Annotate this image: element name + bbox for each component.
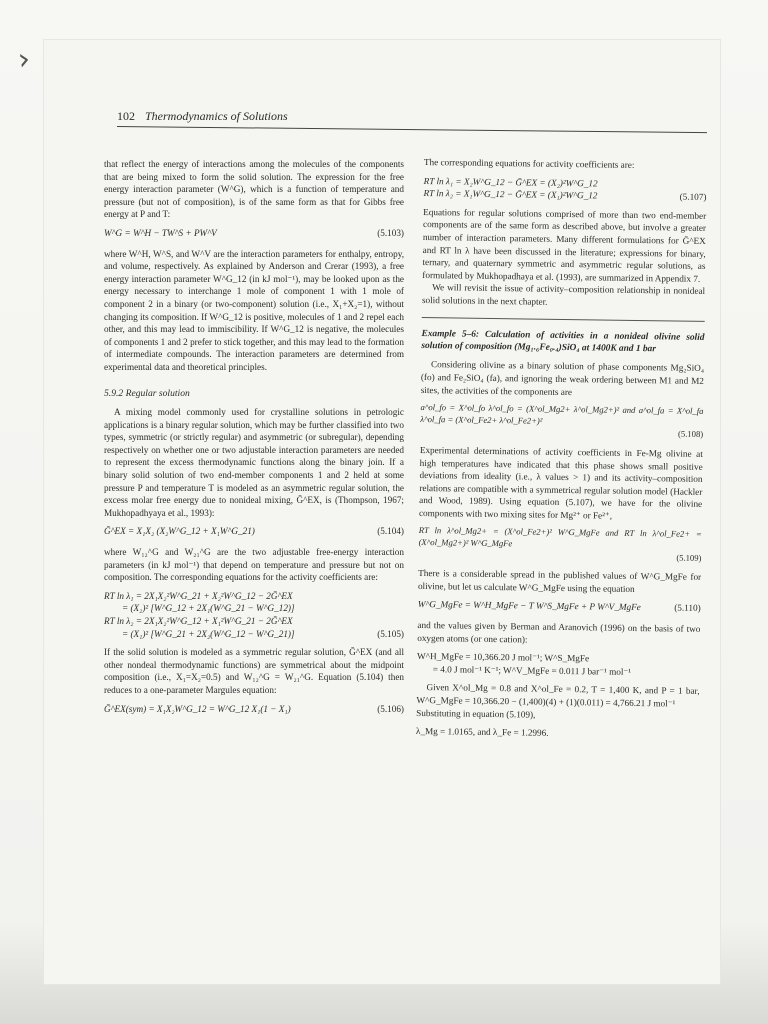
running-title: Thermodynamics of Solutions bbox=[145, 109, 288, 123]
equation-text: Ḡ^EX = X₁X₂ (X₂W^G_12 + X₁W^G_21) bbox=[104, 526, 255, 537]
paragraph: We will revisit the issue of activity–composition relationship in nonideal solid solutions in the next chapter. bbox=[421, 282, 706, 307]
equation-5-106 bbox=[104, 703, 404, 716]
equation-number: (5.107) bbox=[679, 191, 707, 203]
equation-line: RT ln λ₁ = 2X₁X₂²W^G_21 + X₂²W^G_12 − 2Ḡ^EX bbox=[104, 590, 293, 601]
equation-5-108 bbox=[420, 402, 703, 442]
paragraph: Given X^ol_Mg = 0.8 and X^ol_Fe = 0.2, T = 1,400 K, and P = 1 bar, W^G_MgFe = 10,366.20 − (1,400)(4) + (1)(0.011) = 4,766.21 J mol⁻¹ bbox=[416, 682, 700, 709]
pen-mark: › bbox=[15, 41, 33, 78]
page-number: 102 bbox=[117, 109, 135, 123]
equation-line: RT ln λ₁ = X₂W^G_12 − Ḡ^EX = (X₂)²W^G_12 bbox=[423, 175, 598, 189]
paragraph: and the values given by Berman and Aranovich (1996) on the basis of two oxygen atoms (or one cation): bbox=[417, 619, 701, 645]
equation-number: (5.106) bbox=[377, 703, 404, 714]
paragraph: The corresponding equations for activity coefficients are: bbox=[423, 156, 635, 170]
paragraph: Experimental determinations of activity coefficients in Fe-Mg olivine at high temperatures have indicated that this phase shows small positive deviations from ideality (i.e., λ values > 1) and its activity–composition relations are compatible with a symmetrical regular solution model (Hackler and Wood, 1989). Using equation (5.107), we have for the olivine components with two mixing sites for Mg²⁺ or Fe²⁺, bbox=[418, 444, 703, 521]
result-line: λ_Mg = 1.0165, and λ_Fe = 1.2996. bbox=[415, 726, 549, 738]
equation-number: (5.104) bbox=[377, 526, 404, 537]
paragraph: where W^H, W^S, and W^V are the interaction parameters for enthalpy, entropy, and volume, respectively. As explained by Anderson and Crerar (1993), a free energy interaction parameter W^G_12 (in kJ mol⁻¹), may be looked upon as the energy necessary to interchange 1 mole of component 1 with 1 mole of component 2 in a binary (or two-component) solution (i.e., X₁+X₂=1), without changing its composition. If W^G_12 is positive, molecules of 1 and 2 repel each other, and this may lead to immiscibility. If W^G_12 is negative, the molecules of components 1 and 2 prefer to stick together, and this may lead to the formation of intermediate compounds. The interaction parameters are determined from experimental data and theoretical principles. bbox=[104, 248, 404, 372]
values-block bbox=[417, 650, 700, 679]
paragraph: Equations for regular solutions comprised of more than two end-member components are of the same form as described above, but involve a greater number of interaction parameters. Many different formulations for Ḡ^EX and RT ln λ have been discussed in the literature; expressions for binary, ternary, and quaternary symmetric and asymmetric regular solutions, as formulated by Mukhopadhaya et al. (1993), are summarized in Appendix 7. bbox=[422, 206, 707, 284]
example-rule bbox=[422, 317, 705, 322]
right-column bbox=[416, 156, 707, 742]
equation-5-107 bbox=[423, 175, 706, 204]
equation-5-109 bbox=[418, 525, 701, 565]
equation-number: (5.110) bbox=[674, 602, 701, 614]
paragraph: Substituting in equation (5.109), bbox=[416, 707, 536, 720]
equation-text: Ḡ^EX(sym) = X₁X₂W^G_12 = W^G_12 X₁(1 − X₁) bbox=[104, 703, 291, 714]
paragraph: If the solid solution is modeled as a symmetric regular solution, Ḡ^EX (and all other nondeal thermodynamic functions) are symmetrical about the midpoint composition (i.e., X₁=X₂=0.5) and W₁₂^G = W₂₁^G. Equation (5.104) then reduces to a one-parameter Margules equation: bbox=[104, 647, 404, 695]
equation-5-110 bbox=[418, 598, 701, 615]
equation-number: (5.108) bbox=[678, 428, 704, 440]
equation-line: RT ln λ₂ = X₁W^G_12 − Ḡ^EX = (X₁)²W^G_12 bbox=[423, 188, 598, 201]
section-heading: 5.9.2 Regular solution bbox=[104, 387, 190, 399]
paragraph: There is a considerable spread in the published values of W^G_MgFe for olivine, but let us calculate W^G_MgFe using the equation bbox=[417, 568, 702, 594]
equation-number: (5.109) bbox=[676, 552, 702, 563]
equation-text: W^G = W^H − TW^S + PW^V bbox=[104, 227, 217, 238]
left-column bbox=[104, 158, 404, 723]
values-line: W^H_MgFe = 10,366.20 J mol⁻¹; W^S_MgFe bbox=[416, 651, 590, 664]
paragraph: A mixing model commonly used for crystalline solutions in petrologic applications is a binary regular solution, which may be further classified into two types, symmetric (or strictly regular) and asymmetric (or subregular), depending respectively on whether one or two adjustable interaction parameters are needed to represent the excess thermodynamic functions along the binary join. If a binary solid solution of two end-member components 1 and 2 held at some pressure P and temperature T is modeled as an asymmetric regular solution, the excess molar free energy due to nonideal mixing, Ḡ^EX, is (Thompson, 1967; Mukhopadhyaya et al., 1993): bbox=[104, 407, 404, 518]
paragraph: where W₁₂^G and W₂₁^G are the two adjustable free-energy interaction parameters (in kJ mol⁻¹) that depend on temperature and pressure but not on composition. The corresponding equations for the activity coefficients are: bbox=[104, 547, 404, 583]
equation-line: a^ol_fo = X^ol_fo λ^ol_fo = (X^ol_Mg2+ λ^ol_Mg2+)² and a^ol_fa = X^ol_fa λ^ol_fa = (X^ol_Fe2+ λ^ol_Fe2+)² bbox=[420, 402, 704, 426]
example-title: Example 5–6: Calculation of activities in a nonideal olivine solid solution of composition (Mg₁.₆Fe₀.₄)SiO₄ at 1400K and 1 bar bbox=[421, 328, 705, 355]
equation-line: RT ln λ₂ = 2X₁X₂²W^G_12 + X₁²W^G_21 − 2Ḡ^EX bbox=[104, 616, 293, 626]
equation-number: (5.105) bbox=[377, 628, 404, 639]
equation-5-104 bbox=[104, 525, 404, 538]
paragraph: Considering olivine as a binary solution of phase components Mg₂SiO₄ (fo) and Fe₂SiO₄ (fa), and ignoring the weak ordering between M1 and M2 sites, the activities of the components are bbox=[420, 359, 705, 397]
paragraph: that reflect the energy of interactions among the molecules of the components that are being mixed to form the solid solution. The expression for the free energy interaction parameter (W^G), which is a function of temperature and pressure (but not of composition), is of the same form as that for Gibbs free energy at P and T: bbox=[104, 159, 404, 220]
equation-5-105 bbox=[104, 590, 404, 640]
equation-5-103 bbox=[104, 227, 404, 240]
equation-line: = (X₁)² [W^G_21 + 2X₂(W^G_12 − W^G_21)] bbox=[122, 628, 295, 639]
equation-text: W^G_MgFe = W^H_MgFe − T W^S_MgFe + P W^V_MgFe bbox=[417, 599, 641, 613]
equation-line: RT ln λ^ol_Mg2+ = (X^ol_Fe2+)² W^G_MgFe and RT ln λ^ol_Fe2+ = (X^ol_Mg2+)² W^G_MgFe bbox=[418, 525, 702, 549]
equation-number: (5.103) bbox=[377, 227, 404, 238]
values-line: = 4.0 J mol⁻¹ K⁻¹; W^V_MgFe = 0.011 J bar⁻¹ mol⁻¹ bbox=[432, 663, 632, 677]
equation-line: = (X₂)² [W^G_12 + 2X₁(W^G_21 − W^G_12)] bbox=[122, 603, 295, 614]
